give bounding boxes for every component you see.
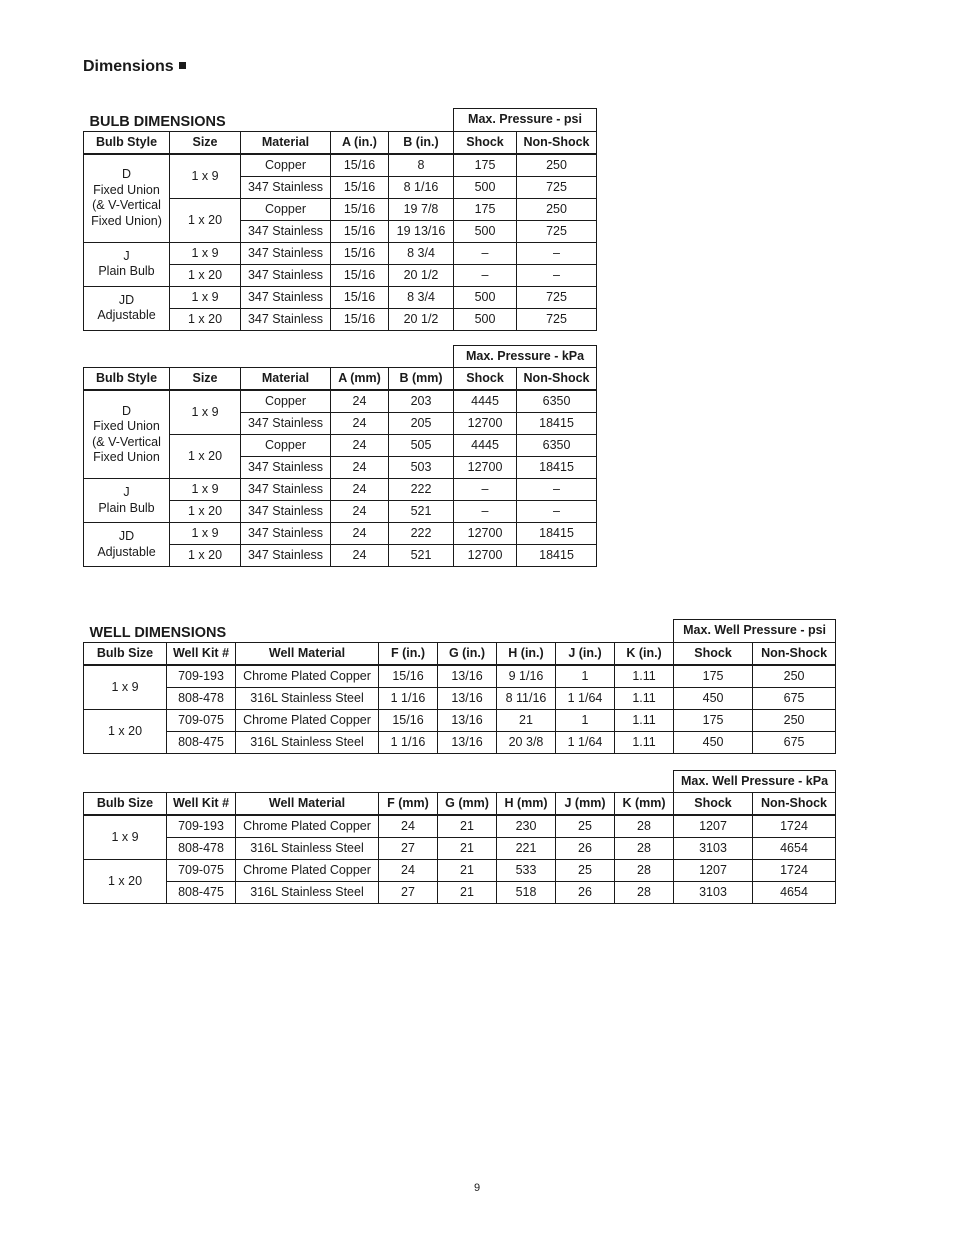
table-cell: 8 3/4 [389,242,454,264]
size-cell: 1 x 9 [170,390,241,435]
bulb-style-cell: D Fixed Union (& V-Vertical Fixed Union) [84,154,170,243]
column-header: Bulb Style [84,131,170,154]
table-cell: 24 [331,479,389,501]
table-cell: 20 3/8 [497,731,556,753]
column-header: Bulb Size [84,642,167,665]
table-cell: 500 [454,286,517,308]
size-cell: 1 x 9 [170,286,241,308]
table-cell: 500 [454,220,517,242]
table-cell: Copper [241,198,331,220]
table-cell: Chrome Plated Copper [236,860,379,882]
column-header: G (mm) [438,793,497,816]
table-cell: 19 7/8 [389,198,454,220]
well-dimensions-psi-table [83,619,836,754]
table-cell: 28 [615,882,674,904]
table-cell: 15/16 [331,154,389,177]
table-cell: 8 3/4 [389,286,454,308]
column-header: Shock [454,368,517,391]
table-cell: 725 [517,286,597,308]
table-cell: 21 [438,860,497,882]
column-header: K (in.) [615,642,674,665]
table-cell: 709-193 [167,665,236,688]
table-cell: 1.11 [615,687,674,709]
table-cell: 347 Stainless [241,176,331,198]
table-cell: 808-475 [167,731,236,753]
max-pressure-kpa-header: Max. Pressure - kPa [454,346,597,368]
table-cell: 347 Stainless [241,242,331,264]
table-cell: 505 [389,435,454,457]
table-cell: 15/16 [331,264,389,286]
table-row [84,731,836,753]
size-cell: 1 x 20 [170,545,241,567]
table-cell: 175 [454,198,517,220]
table-cell: 347 Stainless [241,457,331,479]
table-cell: 4654 [753,838,836,860]
max-well-pressure-psi-header: Max. Well Pressure - psi [674,620,836,643]
table-cell: – [454,501,517,523]
size-cell: 1 x 20 [170,308,241,330]
table-cell: 24 [331,413,389,435]
table-row [84,479,597,501]
table-cell: 500 [454,308,517,330]
table-cell: 25 [556,860,615,882]
column-header: H (mm) [497,793,556,816]
table-cell: 24 [379,860,438,882]
table-cell: 500 [454,176,517,198]
size-cell: 1 x 20 [170,501,241,523]
table-cell: 250 [753,709,836,731]
table-row [84,687,836,709]
table-cell: 15/16 [379,709,438,731]
table-cell: 13/16 [438,709,497,731]
bulb-style-cell: J Plain Bulb [84,242,170,286]
table-cell: 808-478 [167,687,236,709]
table-cell: 175 [674,665,753,688]
table-cell: 20 1/2 [389,264,454,286]
table-cell: 709-075 [167,709,236,731]
table-row [84,815,836,838]
table-cell: 24 [331,501,389,523]
table-cell: 15/16 [331,286,389,308]
column-header: Size [170,368,241,391]
column-header: Bulb Size [84,793,167,816]
bulb-dimensions-title: BULB DIMENSIONS [89,113,226,130]
table-cell: 26 [556,882,615,904]
size-cell: 1 x 20 [170,435,241,479]
table-cell: – [454,479,517,501]
table-cell: 725 [517,220,597,242]
table-cell: 347 Stainless [241,308,331,330]
table-cell: 221 [497,838,556,860]
blank-cell [84,346,454,368]
table-cell: 18415 [517,523,597,545]
table-cell: 15/16 [331,176,389,198]
column-header: G (in.) [438,642,497,665]
table-cell: 18415 [517,545,597,567]
size-cell: 1 x 9 [170,479,241,501]
column-header: F (in.) [379,642,438,665]
table-cell: 24 [331,457,389,479]
table-cell: 13/16 [438,687,497,709]
column-header: Non-Shock [517,368,597,391]
table-cell: 203 [389,390,454,413]
bulb-style-cell: D Fixed Union (& V-Vertical Fixed Union [84,390,170,479]
table-cell: 12700 [454,523,517,545]
table-row [84,882,836,904]
bulb-size-cell: 1 x 20 [84,709,167,753]
table-cell: 1724 [753,815,836,838]
bulb-style-cell: JD Adjustable [84,523,170,567]
table-cell: 1 1/16 [379,687,438,709]
column-header: Size [170,131,241,154]
size-cell: 1 x 20 [170,198,241,242]
page-number: 9 [473,1182,481,1194]
table-cell: 1 1/16 [379,731,438,753]
table-cell: 15/16 [379,665,438,688]
table-cell: 347 Stainless [241,545,331,567]
table-cell: 533 [497,860,556,882]
size-cell: 1 x 9 [170,523,241,545]
column-header: Material [241,131,331,154]
column-header: F (mm) [379,793,438,816]
table-cell: 24 [379,815,438,838]
table-cell: 1.11 [615,709,674,731]
table-cell: 15/16 [331,198,389,220]
table-cell: 205 [389,413,454,435]
bulb-style-cell: J Plain Bulb [84,479,170,523]
table-cell: 28 [615,815,674,838]
table-cell: 450 [674,731,753,753]
table-cell: 175 [674,709,753,731]
table-cell: 250 [517,154,597,177]
table-cell: 8 1/16 [389,176,454,198]
bulb-style-cell: JD Adjustable [84,286,170,330]
table-cell: 1 1/64 [556,731,615,753]
table-cell: 1207 [674,860,753,882]
table-cell: 725 [517,176,597,198]
column-header: Non-Shock [753,793,836,816]
table-cell: 12700 [454,457,517,479]
max-well-pressure-kpa-header: Max. Well Pressure - kPa [674,771,836,793]
table-cell: 8 [389,154,454,177]
table-cell: 675 [753,731,836,753]
bulb-size-cell: 1 x 9 [84,665,167,710]
column-header: Shock [674,642,753,665]
size-cell: 1 x 20 [170,264,241,286]
table-cell: 28 [615,860,674,882]
column-header: Shock [674,793,753,816]
table-cell: 21 [497,709,556,731]
table-cell: 28 [615,838,674,860]
bulb-dimensions-psi-table [83,108,597,331]
column-header: B (mm) [389,368,454,391]
table-cell: 21 [438,838,497,860]
table-cell: 21 [438,882,497,904]
page-heading: Dimensions [83,58,186,76]
size-cell: 1 x 9 [170,242,241,264]
table-cell: 316L Stainless Steel [236,838,379,860]
column-header: Non-Shock [753,642,836,665]
table-cell: 709-075 [167,860,236,882]
table-cell: 4445 [454,435,517,457]
table-row [84,860,836,882]
size-cell: 1 x 9 [170,154,241,199]
column-header: K (mm) [615,793,674,816]
column-header: A (in.) [331,131,389,154]
table-cell: 24 [331,545,389,567]
table-row [84,286,597,308]
table-cell: 316L Stainless Steel [236,882,379,904]
table-cell: 503 [389,457,454,479]
table-cell: 19 13/16 [389,220,454,242]
table-row [84,154,597,177]
table-cell: 1 1/64 [556,687,615,709]
column-header: H (in.) [497,642,556,665]
column-header: Well Kit # [167,793,236,816]
table-cell: 26 [556,838,615,860]
table-cell: 347 Stainless [241,523,331,545]
table-cell: 709-193 [167,815,236,838]
table-cell: 347 Stainless [241,220,331,242]
blank-cell [84,771,674,793]
column-header: A (mm) [331,368,389,391]
bulb-dimensions-kpa-table [83,345,597,567]
bulb-size-cell: 1 x 9 [84,815,167,860]
table-cell: 27 [379,882,438,904]
table-row [84,390,597,413]
table-cell: 9 1/16 [497,665,556,688]
column-header: B (in.) [389,131,454,154]
table-cell: 27 [379,838,438,860]
table-cell: 808-475 [167,882,236,904]
table-cell: 675 [753,687,836,709]
column-header: Non-Shock [517,131,597,154]
column-header: Well Material [236,642,379,665]
table-cell: 725 [517,308,597,330]
table-row [84,709,836,731]
table-row [84,838,836,860]
table-cell: 24 [331,435,389,457]
table-cell: 1.11 [615,731,674,753]
table-cell: – [517,242,597,264]
column-header: J (mm) [556,793,615,816]
table-cell: 347 Stainless [241,413,331,435]
table-cell: 316L Stainless Steel [236,687,379,709]
column-header: Bulb Style [84,368,170,391]
table-cell: 3103 [674,838,753,860]
table-cell: 1 [556,709,615,731]
table-cell: 21 [438,815,497,838]
table-cell: 521 [389,501,454,523]
table-cell: 1 [556,665,615,688]
table-cell: 347 Stainless [241,501,331,523]
table-cell: 347 Stainless [241,286,331,308]
column-header: Well Kit # [167,642,236,665]
table-row [84,242,597,264]
table-cell: Copper [241,154,331,177]
well-dimensions-title: WELL DIMENSIONS [89,624,227,641]
table-cell: 6350 [517,390,597,413]
table-cell: 25 [556,815,615,838]
bulb-size-cell: 1 x 20 [84,860,167,904]
table-cell: Chrome Plated Copper [236,665,379,688]
table-cell: 316L Stainless Steel [236,731,379,753]
table-cell: 347 Stainless [241,479,331,501]
table-cell: 230 [497,815,556,838]
table-cell: 12700 [454,413,517,435]
table-cell: 4654 [753,882,836,904]
table-cell: 250 [753,665,836,688]
column-header: Well Material [236,793,379,816]
table-cell: 1207 [674,815,753,838]
table-cell: 15/16 [331,242,389,264]
table-cell: 808-478 [167,838,236,860]
table-cell: 15/16 [331,308,389,330]
table-cell: – [517,501,597,523]
column-header: Material [241,368,331,391]
table-cell: – [454,242,517,264]
table-cell: 175 [454,154,517,177]
table-cell: 13/16 [438,665,497,688]
table-cell: 1.11 [615,665,674,688]
table-cell: 8 11/16 [497,687,556,709]
table-cell: 347 Stainless [241,264,331,286]
table-row [84,665,836,688]
well-dimensions-kpa-table [83,770,836,904]
table-row [84,523,597,545]
table-cell: 18415 [517,413,597,435]
table-cell: – [454,264,517,286]
table-cell: 450 [674,687,753,709]
table-cell: 6350 [517,435,597,457]
table-cell: Copper [241,435,331,457]
table-cell: 24 [331,523,389,545]
table-cell: 24 [331,390,389,413]
table-cell: – [517,479,597,501]
table-cell: Chrome Plated Copper [236,709,379,731]
table-cell: 12700 [454,545,517,567]
table-cell: 20 1/2 [389,308,454,330]
table-cell: 18415 [517,457,597,479]
table-cell: – [517,264,597,286]
table-cell: 222 [389,479,454,501]
table-cell: 3103 [674,882,753,904]
table-cell: 13/16 [438,731,497,753]
table-cell: Copper [241,390,331,413]
table-cell: 15/16 [331,220,389,242]
table-cell: 250 [517,198,597,220]
table-cell: Chrome Plated Copper [236,815,379,838]
max-pressure-psi-header: Max. Pressure - psi [454,109,597,132]
column-header: J (in.) [556,642,615,665]
table-cell: 1724 [753,860,836,882]
table-cell: 222 [389,523,454,545]
square-bullet-icon [179,62,186,69]
column-header: Shock [454,131,517,154]
table-cell: 518 [497,882,556,904]
table-cell: 521 [389,545,454,567]
table-cell: 4445 [454,390,517,413]
